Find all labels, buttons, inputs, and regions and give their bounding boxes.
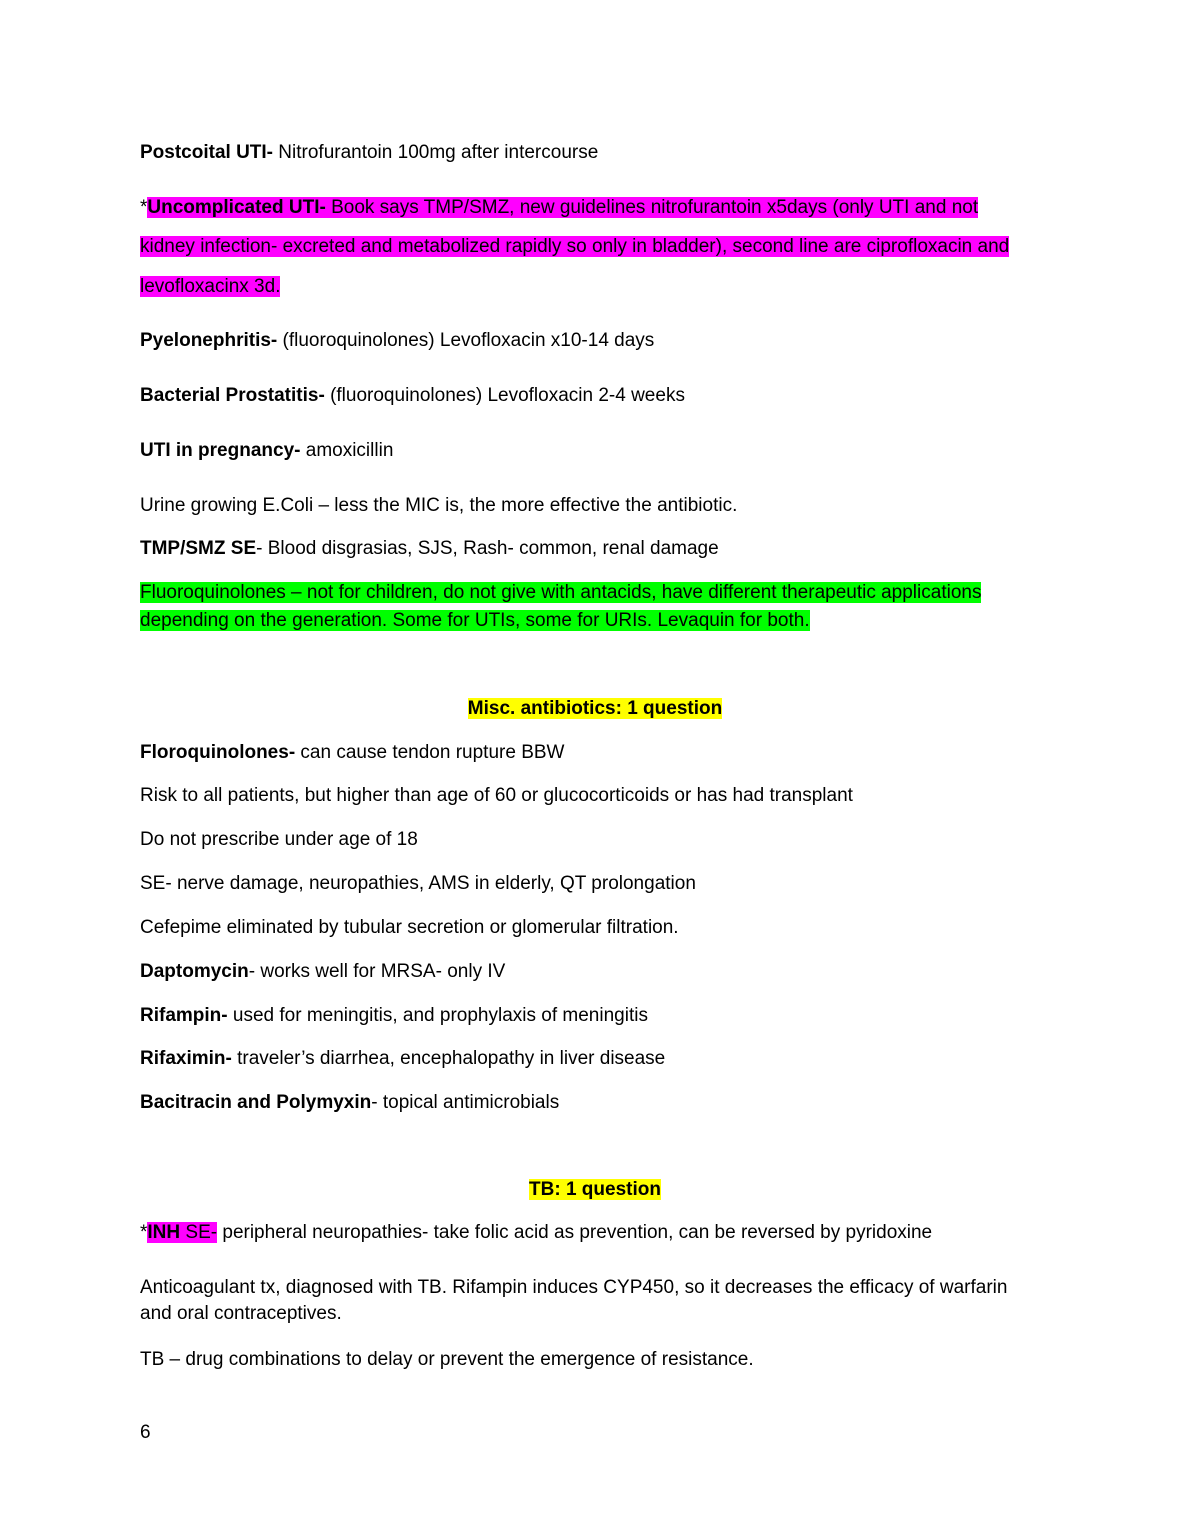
highlight	[147, 197, 978, 218]
fluoroquinolones-line-1	[140, 580, 981, 606]
text: - works well for MRSA- only IV	[248, 961, 506, 982]
term: Floroquinolones-	[140, 742, 296, 763]
highlight	[147, 1222, 217, 1243]
text: (fluoroquinolones) Levofloxacin x10-14 days	[277, 330, 655, 351]
se-line: SE- nerve damage, neuropathies, AMS in elderly, QT prolongation	[140, 873, 696, 894]
postcoital-uti-line	[140, 140, 598, 166]
term: Daptomycin	[140, 961, 249, 982]
highlight: Fluoroquinolones – not for children, do not give with antacids, have different therapeutic applications	[140, 582, 982, 603]
term: Rifampin-	[140, 1005, 228, 1026]
tb-combination-line: TB – drug combinations to delay or prevent the emergence of resistance.	[140, 1349, 754, 1370]
uncomplicated-uti-line-1	[140, 195, 978, 221]
page-number: 6	[140, 1422, 151, 1443]
inh-line	[140, 1220, 932, 1246]
highlight: kidney infection- excreted and metabolized rapidly so only in bladder), second line are ciprofloxacin and	[140, 236, 1010, 257]
heading-text: TB: 1 question	[529, 1179, 661, 1200]
fluoroquinolones-line-2	[140, 608, 810, 634]
term: Uncomplicated UTI-	[147, 197, 326, 218]
text: Nitrofurantoin 100mg after intercourse	[273, 142, 599, 163]
highlight: depending on the generation. Some for UTIs, some for URIs. Levaquin for both.	[140, 610, 810, 631]
cefepime-line: Cefepime eliminated by tubular secretion or glomerular filtration.	[140, 917, 679, 938]
star: *	[140, 197, 148, 218]
anticoagulant-paragraph: Anticoagulant tx, diagnosed with TB. Rifampin induces CYP450, so it decreases the efficacy of warfarin and oral contraceptives.	[140, 1277, 1008, 1324]
pyelonephritis-line	[140, 328, 654, 354]
uncomplicated-uti-line-3	[140, 274, 280, 300]
rifaximin-line	[140, 1046, 665, 1072]
text: - topical antimicrobials	[371, 1092, 560, 1113]
age-line: Do not prescribe under age of 18	[140, 829, 418, 850]
star: *	[140, 1222, 148, 1243]
text: used for meningitis, and prophylaxis of meningitis	[227, 1005, 648, 1026]
se-label: SE-	[180, 1222, 218, 1243]
uncomplicated-uti-line-2	[140, 234, 1009, 260]
text: amoxicillin	[300, 440, 394, 461]
risk-line: Risk to all patients, but higher than age of 60 or glucocorticoids or has had transplant	[140, 785, 853, 806]
tb-heading	[0, 1177, 1190, 1203]
text: peripheral neuropathies- take folic acid as prevention, can be reversed by pyridoxine	[217, 1222, 933, 1243]
text: Book says TMP/SMZ, new guidelines nitrofurantoin x5days (only UTI and not	[325, 197, 979, 218]
daptomycin-line	[140, 959, 505, 985]
rifampin-line	[140, 1003, 648, 1029]
text: (fluoroquinolones) Levofloxacin 2-4 weeks	[324, 385, 685, 406]
term: Rifaximin-	[140, 1048, 232, 1069]
term: TMP/SMZ SE	[140, 538, 257, 559]
highlight: levofloxacinx 3d.	[140, 276, 281, 297]
text: - Blood disgrasias, SJS, Rash- common, renal damage	[256, 538, 719, 559]
bacitracin-line	[140, 1090, 559, 1116]
text: can cause tendon rupture BBW	[295, 742, 565, 763]
term: Postcoital UTI-	[140, 142, 274, 163]
tmp-smz-se-line	[140, 536, 719, 562]
term: Bacitracin and Polymyxin	[140, 1092, 372, 1113]
term: Bacterial Prostatitis-	[140, 385, 325, 406]
term: Pyelonephritis-	[140, 330, 278, 351]
floroquinolones-line	[140, 740, 564, 766]
mic-line: Urine growing E.Coli – less the MIC is, the more effective the antibiotic.	[140, 495, 738, 516]
misc-heading	[0, 696, 1190, 722]
text: traveler’s diarrhea, encephalopathy in liver disease	[231, 1048, 666, 1069]
uti-pregnancy-line	[140, 438, 393, 464]
prostatitis-line	[140, 383, 685, 409]
term: UTI in pregnancy-	[140, 440, 301, 461]
term: INH	[147, 1222, 181, 1243]
heading-text: Misc. antibiotics: 1 question	[467, 698, 723, 719]
